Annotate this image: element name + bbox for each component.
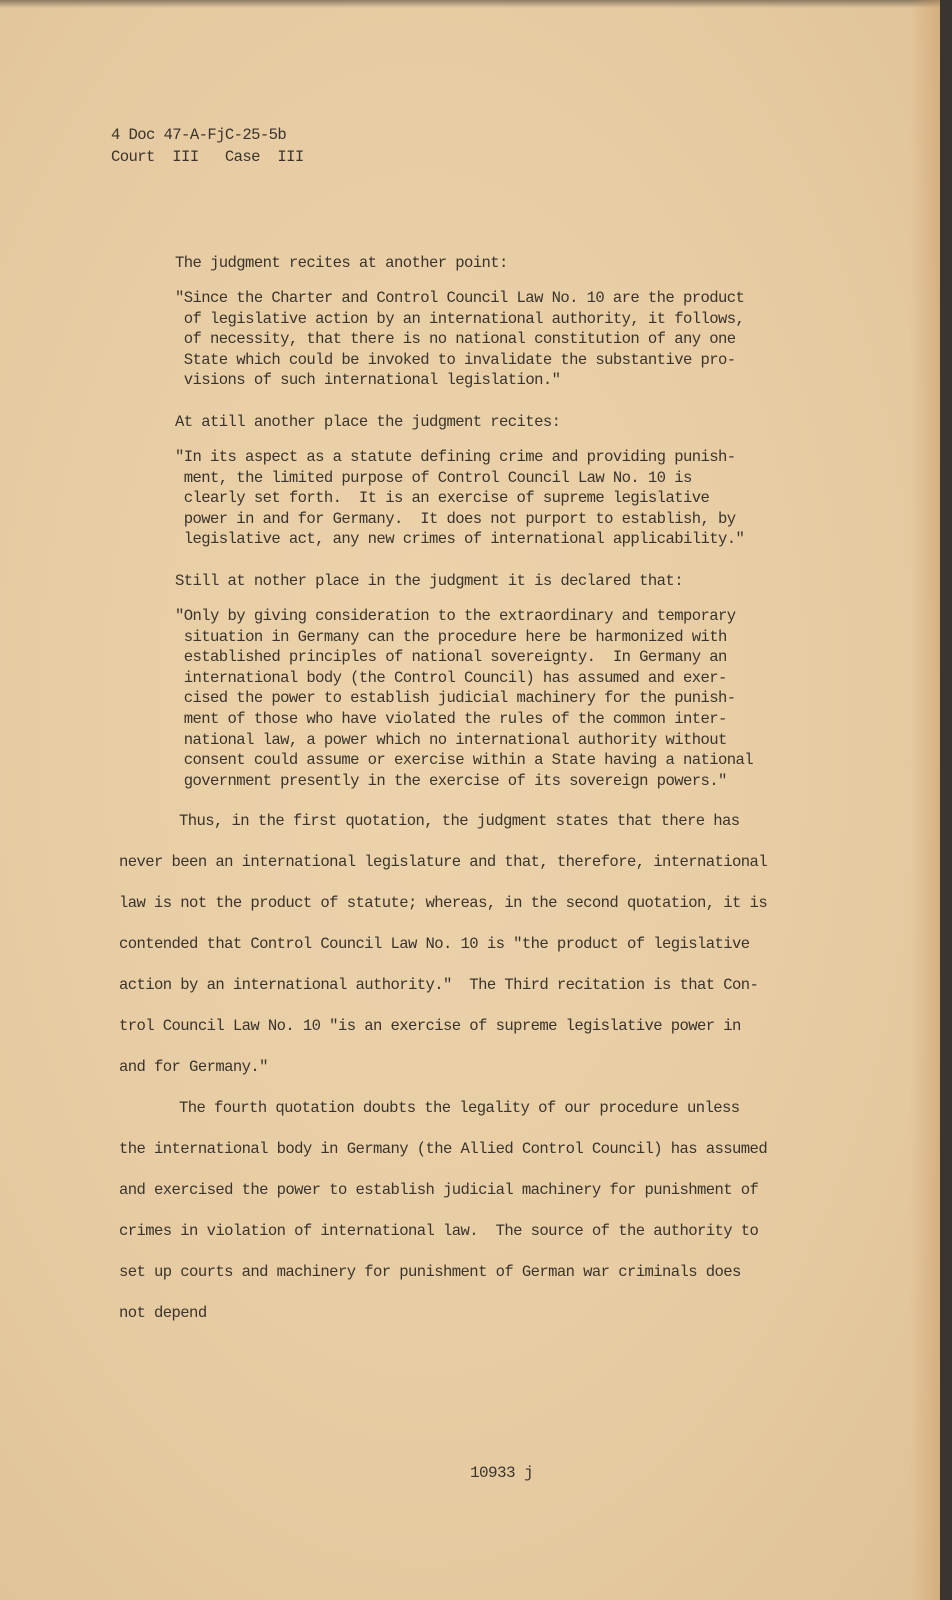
quote-line: situation in Germany can the procedure here be harmonized with [175,627,727,646]
spacer [0,791,900,811]
scan-edge-right [910,0,940,1600]
body-line: set up courts and machinery for punishment of German war criminals does [119,1263,741,1282]
quote-line: national law, a power which no international authority without [175,730,727,749]
body-line: trol Council Law No. 10 "is an exercise of supreme legislative power in [119,1017,741,1036]
body-line: the international body in Germany (the Allied Control Council) has assumed [119,1140,768,1159]
spacer [0,592,900,606]
section-1 [0,252,900,391]
body-line: Thus, in the first quotation, the judgment states that there has [179,812,740,831]
quote-line: "Only by giving consideration to the extraordinary and temporary [175,606,736,625]
page-number: 10933 j [470,1464,534,1483]
section-2 [0,411,900,550]
quote-line: ment, the limited purpose of Control Council Law No. 10 is [175,468,692,487]
quote-line: cised the power to establish judicial machinery for the punish- [175,689,736,708]
spacer [0,433,900,447]
body-line: and for Germany." [119,1058,268,1077]
spacer [0,168,900,252]
quote-line: ment of those who have violated the rules of the common inter- [175,709,727,728]
quote-line: established principles of national sovereignty. In Germany an [175,648,727,667]
spacer [0,550,900,570]
quote-line: clearly set forth. It is an exercise of supreme legislative [175,489,710,508]
quote-line: legislative act, any new crimes of international applicability." [175,530,745,549]
quote-line: consent could assume or exercise within a State having a national [175,751,754,770]
body-line: not depend [119,1304,207,1323]
body-line: and exercised the power to establish judicial machinery for punishment of [119,1181,759,1200]
quote-line: of legislative action by an international authority, it follows, [175,309,745,328]
quote-line: State which could be invoked to invalidate the substantive pro- [175,350,736,369]
quote-line: of necessity, that there is no national constitution of any one [175,330,736,349]
body-paragraph-1 [0,811,900,1098]
document-header [111,124,900,168]
body-line: contended that Control Council Law No. 10 is "the product of legislative [119,935,750,954]
spacer [0,391,900,411]
court-case-line: Court III Case III [111,148,304,166]
quote-line: "Since the Charter and Control Council Law No. 10 are the product [175,289,745,307]
intro-line-2: At atill another place the judgment recites: [175,412,561,431]
body-line: The fourth quotation doubts the legality of our procedure unless [179,1099,740,1118]
intro-line-3: Still at nother place in the judgment it is declared that: [175,571,683,590]
quote-line: visions of such international legislation." [175,371,561,390]
section-3 [0,570,900,791]
body-line: action by an international authority." The Third recitation is that Con- [119,976,759,995]
body-line: never been an international legislature and that, therefore, international [119,853,768,872]
body-line: crimes in violation of international law. The source of the authority to [119,1222,759,1241]
document-reference: 4 Doc 47-A-FjC-25-5b [111,126,287,144]
quotation-3 [175,606,895,791]
body-line: law is not the product of statute; whereas, in the second quotation, it is [119,894,768,913]
intro-line-1: The judgment recites at another point: [175,254,508,272]
quote-line: government presently in the exercise of its sovereign powers." [175,771,727,790]
quote-line: international body (the Control Council) has assumed and exer- [175,668,727,687]
spacer [0,274,900,288]
quote-line: power in and for Germany. It does not purport to establish, by [175,509,736,528]
scan-edge-top [0,0,940,8]
quote-line: "In its aspect as a statute defining crime and providing punish- [175,447,736,466]
body-paragraph-2 [0,1098,900,1344]
quotation-1 [175,288,895,391]
quotation-2 [175,447,895,550]
